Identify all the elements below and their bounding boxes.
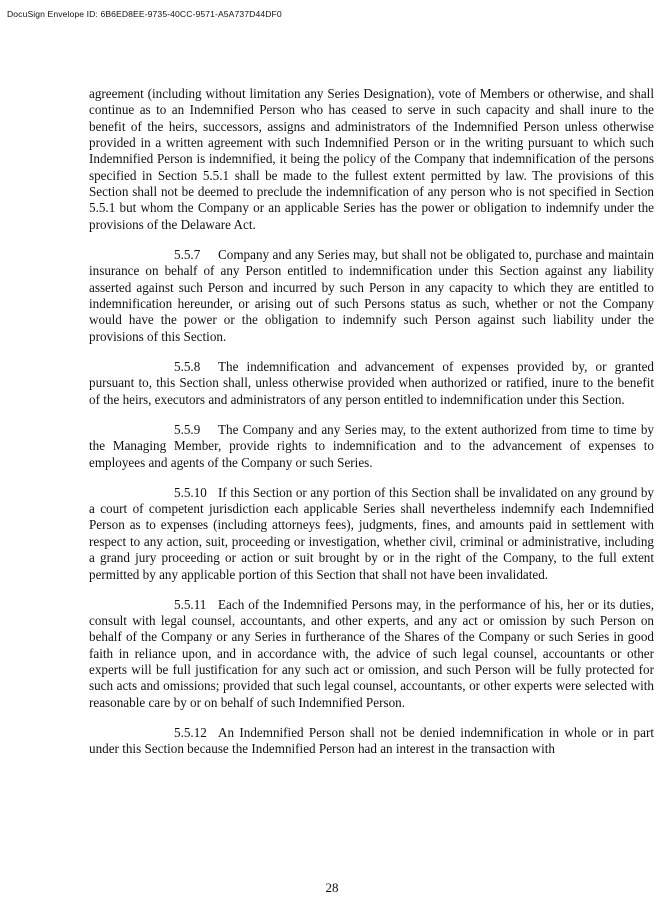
section-number: 5.5.11 <box>174 596 207 612</box>
document-body <box>89 86 654 772</box>
paragraph-text: agreement (including without limitation any Series Designation), vote of Members or otherwise, and shall continue as to an Indemnified Person who has ceased to serve in such capacity and shall inure to the benefit of the heirs, successors, assigns and administrators of the Indemnified Person unless otherwise provided in a written agreement with such Indemnified Person or in the writing pursuant to which such Indemnified Person is indemnified, it being the policy of the Company that indemnification of the persons specified in Section 5.5.1 shall be made to the fullest extent permitted by law. The provisions of this Section shall not be deemed to preclude the indemnification of any person who is not specified in Section 5.5.1 but whom the Company or an applicable Series has the power or obligation to indemnify under the provisions of the Delaware Act. <box>89 86 654 232</box>
paragraph-text: Company and any Series may, but shall not be obligated to, purchase and maintain insurance on behalf of any Person entitled to indemnification under this Section against any liability asserted against such Person and incurred by such Person in any capacity to which they are entitled to indemnification hereunder, or arising out of such Persons status as such, whether or not the Company would have the power or the obligation to indemnify such Person against such liability under the provisions of this Section. <box>89 246 654 344</box>
section-number: 5.5.9 <box>174 421 201 437</box>
section-number: 5.5.12 <box>174 725 207 741</box>
section-5-5-7 <box>89 247 654 345</box>
section-number: 5.5.7 <box>174 246 201 262</box>
page-number: 28 <box>325 880 339 895</box>
paragraph-text: The Company and any Series may, to the extent authorized from time to time by the Managing Member, provide rights to indemnification and to the advancement of expenses to employees and agents of the Company or such Series. <box>89 421 654 470</box>
paragraph-text: Each of the Indemnified Persons may, in the performance of his, her or its duties, consult with legal counsel, accountants, and other experts, and any act or omission by such Person on behalf of the Company or any Series in furtherance of the Shares of the Company or such Series in good faith in reliance upon, and in accordance with, the advice of such legal counsel, accountants or other experts will be full justification for any such act or omission, and such Person will be fully protected for such acts and omissions; provided that such legal counsel, accountants, or other experts were selected with reasonable care by or on behalf of such Indemnified Person. <box>89 596 654 710</box>
paragraph-text: The indemnification and advancement of expenses provided by, or granted pursuant to, this Section shall, unless otherwise provided when authorized or ratified, inure to the benefit of the heirs, executors and administrators of any person entitled to indemnification under this Section. <box>89 358 654 407</box>
docusign-envelope-id: DocuSign Envelope ID: 6B6ED8EE-9735-40CC-9571-A5A737D44DF0 <box>7 9 282 19</box>
section-number: 5.5.10 <box>174 484 207 500</box>
section-5-5-9 <box>89 422 654 471</box>
section-5-5-10 <box>89 485 654 583</box>
section-number: 5.5.8 <box>174 358 201 374</box>
paragraph-text: If this Section or any portion of this Section shall be invalidated on any ground by a court of competent jurisdiction each applicable Series shall nevertheless indemnify each Indemnified Person as to expenses (including attorneys fees), judgments, fines, and amounts paid in settlement with respect to any action, suit, proceeding or investigation, whether civil, criminal or administrative, including a grand jury proceeding or action or suit brought by or in the right of the Company, to the full extent permitted by any applicable portion of this Section that shall not have been invalidated. <box>89 484 654 582</box>
section-5-5-11 <box>89 597 654 711</box>
paragraph-continuation <box>89 86 654 233</box>
paragraph-text: An Indemnified Person shall not be denied indemnification in whole or in part under this Section because the Indemnified Person had an interest in the transaction with <box>89 725 654 757</box>
section-5-5-8 <box>89 359 654 408</box>
section-5-5-12 <box>89 725 654 758</box>
